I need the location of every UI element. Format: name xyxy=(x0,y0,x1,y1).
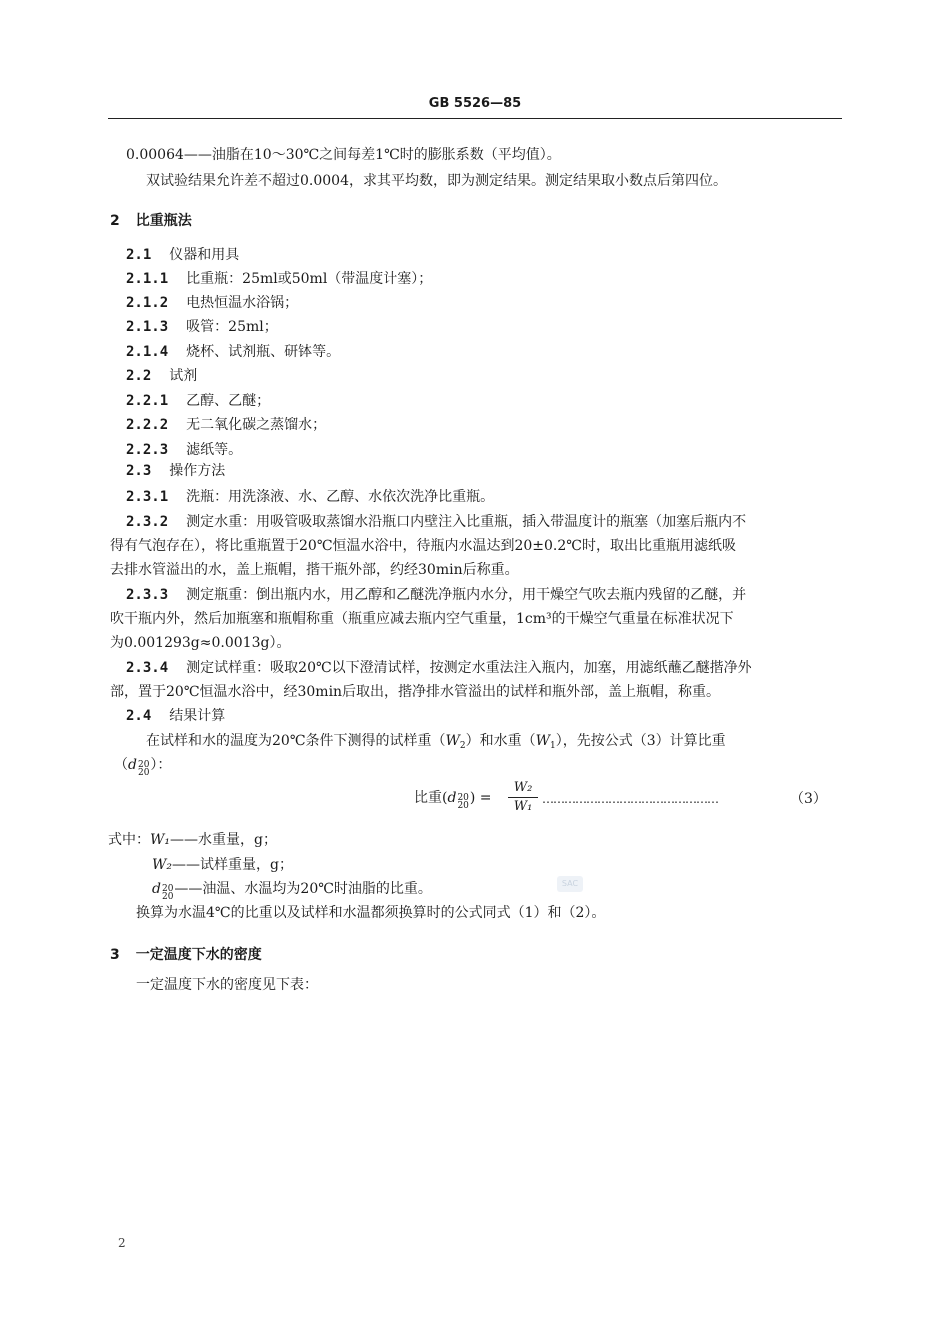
subscript: 20 xyxy=(161,892,174,902)
superscript-subscript-stack xyxy=(138,761,149,777)
symbol-w: W xyxy=(535,733,550,749)
clause-number: 2.2.2 xyxy=(126,417,169,433)
coefficient-line: 0.00064——油脂在10～30℃之间每差1℃时的膨胀系数（平均值）。 xyxy=(126,147,561,163)
clause-number: 2.2.3 xyxy=(126,442,169,458)
clause-2-2 xyxy=(126,367,197,385)
subscript: 1 xyxy=(550,741,556,751)
clause-number: 2.1.1 xyxy=(126,271,169,287)
clause-number: 2.3.2 xyxy=(126,514,169,530)
fraction-numerator: W₂ xyxy=(513,780,533,795)
where-line-3 xyxy=(152,880,432,901)
formula-number: （3） xyxy=(790,791,827,807)
subscript: 2 xyxy=(459,741,466,751)
section-3-heading xyxy=(110,946,262,964)
clause-text: 乙醇、乙醚； xyxy=(186,393,271,409)
where-definition: ——油温、水温均为20℃时油脂的比重。 xyxy=(174,881,432,897)
clause-text: 无二氧化碳之蒸馏水； xyxy=(186,417,327,433)
fraction-bar xyxy=(508,797,538,798)
superscript-subscript-stack xyxy=(162,885,173,901)
fraction-denominator: W₁ xyxy=(513,799,533,814)
clause-text: 测定试样重：吸取20℃以下澄清试样，按测定水重法注入瓶内，加塞，用滤纸蘸乙醚揩净外 xyxy=(186,660,752,676)
water-density-intro: 一定温度下水的密度见下表： xyxy=(136,977,318,993)
clause-2-3-2 xyxy=(126,513,746,531)
document-code-header: GB 5526—85 xyxy=(428,96,522,111)
watermark-logo: SAC xyxy=(557,876,583,892)
symbol-w1: W₁ xyxy=(150,832,171,848)
clause-2-2-2 xyxy=(126,416,326,434)
section-number: 2 xyxy=(110,213,120,229)
clause-text: 比重瓶：25ml或50ml（带温度计塞）； xyxy=(186,271,433,287)
superscript: 20 xyxy=(161,884,174,894)
superscript-subscript-stack xyxy=(457,794,468,810)
clause-number: 2.3 xyxy=(126,463,152,479)
clause-2-1 xyxy=(126,246,239,264)
calc-text-3: ），先按公式（3）计算比重 xyxy=(555,733,726,749)
calculation-intro-line xyxy=(146,732,726,755)
clause-number: 2.3.3 xyxy=(126,587,169,603)
paren-close: ）： xyxy=(150,757,172,773)
formula-fraction xyxy=(508,780,538,815)
clause-2-2-3 xyxy=(126,441,242,459)
clause-2-1-3 xyxy=(126,318,278,336)
clause-2-3-4-line-2: 部，置于20℃恒温水浴中，经30min后取出，揩净排水管溢出的试样和瓶外部，盖上瓶帽，称重。 xyxy=(110,684,721,700)
formula-label: 比重( xyxy=(414,790,448,806)
clause-2-1-1 xyxy=(126,270,432,288)
clause-number: 2.4 xyxy=(126,708,152,724)
clause-text: 仪器和用具 xyxy=(169,247,240,263)
header-rule xyxy=(108,118,842,119)
page-number: 2 xyxy=(118,1236,126,1250)
clause-text: 电热恒温水浴锅； xyxy=(186,295,299,311)
subscript: 20 xyxy=(137,768,150,778)
clause-2-2-1 xyxy=(126,392,270,410)
clause-2-3-3-line-2: 吹干瓶内外，然后加瓶塞和瓶帽称重（瓶重应减去瓶内空气重量，1cm³的干燥空气重量在标准状况下 xyxy=(110,611,734,627)
clause-number: 2.3.1 xyxy=(126,489,169,505)
where-label: 式中： xyxy=(108,832,150,848)
subscript: 20 xyxy=(457,801,469,811)
clause-text: 操作方法 xyxy=(169,463,226,479)
superscript: 20 xyxy=(137,760,150,770)
clause-number: 2.2.1 xyxy=(126,393,169,409)
calc-text-1: 在试样和水的温度为20℃条件下测得的试样重（ xyxy=(146,733,446,749)
clause-2-3-3-line-3: 为0.001293g≈0.0013g）。 xyxy=(110,635,291,651)
section-2-heading xyxy=(110,212,192,230)
section-title: 一定温度下水的密度 xyxy=(135,947,262,963)
clause-text: 烧杯、试剂瓶、研钵等。 xyxy=(186,344,341,360)
clause-text: 测定水重：用吸管吸取蒸馏水沿瓶口内壁注入比重瓶，插入带温度计的瓶塞（加塞后瓶内不 xyxy=(186,514,747,530)
superscript: 20 xyxy=(457,793,469,803)
clause-2-3-1 xyxy=(126,488,494,506)
where-definition: ——水重量，g； xyxy=(170,832,277,848)
clause-2-3-3 xyxy=(126,586,746,604)
clause-text: 结果计算 xyxy=(169,708,226,724)
symbol-w2: W₂ xyxy=(152,857,173,873)
where-line-1 xyxy=(108,831,277,849)
calculation-intro-line-2 xyxy=(114,756,171,777)
clause-number: 2.1.3 xyxy=(126,319,169,335)
where-line-2 xyxy=(152,856,293,874)
clause-number: 2.3.4 xyxy=(126,660,169,676)
clause-text: 滤纸等。 xyxy=(186,442,243,458)
formula-lhs xyxy=(414,789,492,810)
formula-leader-dots: ………………………………………… xyxy=(542,792,718,806)
symbol-d: d xyxy=(152,881,161,897)
result-tolerance-line: 双试验结果允许差不超过0.0004，求其平均数，即为测定结果。测定结果取小数点后第四位。 xyxy=(146,173,727,189)
symbol-d: d xyxy=(128,757,137,773)
clause-2-3-2-line-3: 去排水管溢出的水，盖上瓶帽，揩干瓶外部，约经30min后称重。 xyxy=(110,562,519,578)
clause-text: 测定瓶重：倒出瓶内水，用乙醇和乙醚洗净瓶内水分，用干燥空气吹去瓶内残留的乙醚，并 xyxy=(186,587,747,603)
clause-text: 试剂 xyxy=(169,368,198,384)
clause-number: 2.1.4 xyxy=(126,344,169,360)
section-number: 3 xyxy=(110,947,120,963)
paren-open: （ xyxy=(114,757,128,773)
calc-text-2: ）和水重（ xyxy=(465,733,536,749)
symbol-d: d xyxy=(447,790,457,806)
section-title: 比重瓶法 xyxy=(135,213,192,229)
clause-2-1-2 xyxy=(126,294,298,312)
clause-number: 2.1.2 xyxy=(126,295,169,311)
clause-2-1-4 xyxy=(126,343,340,361)
clause-number: 2.2 xyxy=(126,368,152,384)
symbol-w: W xyxy=(445,733,460,749)
clause-2-3-4 xyxy=(126,659,752,677)
clause-text: 吸管：25ml； xyxy=(186,319,278,335)
formula-equals: ) = xyxy=(469,790,492,806)
clause-2-3-2-line-2: 得有气泡存在），将比重瓶置于20℃恒温水浴中，待瓶内水温达到20±0.2℃时，取出比重瓶用滤纸吸 xyxy=(110,538,736,554)
conversion-note-line: 换算为水温4℃的比重以及试样和水温都须换算时的公式同式（1）和（2）。 xyxy=(136,905,606,921)
where-definition: ——试样重量，g； xyxy=(172,857,293,873)
clause-text: 洗瓶：用洗涤液、水、乙醇、水依次洗净比重瓶。 xyxy=(186,489,495,505)
clause-2-4 xyxy=(126,707,225,725)
clause-2-3 xyxy=(126,462,225,480)
clause-number: 2.1 xyxy=(126,247,152,263)
